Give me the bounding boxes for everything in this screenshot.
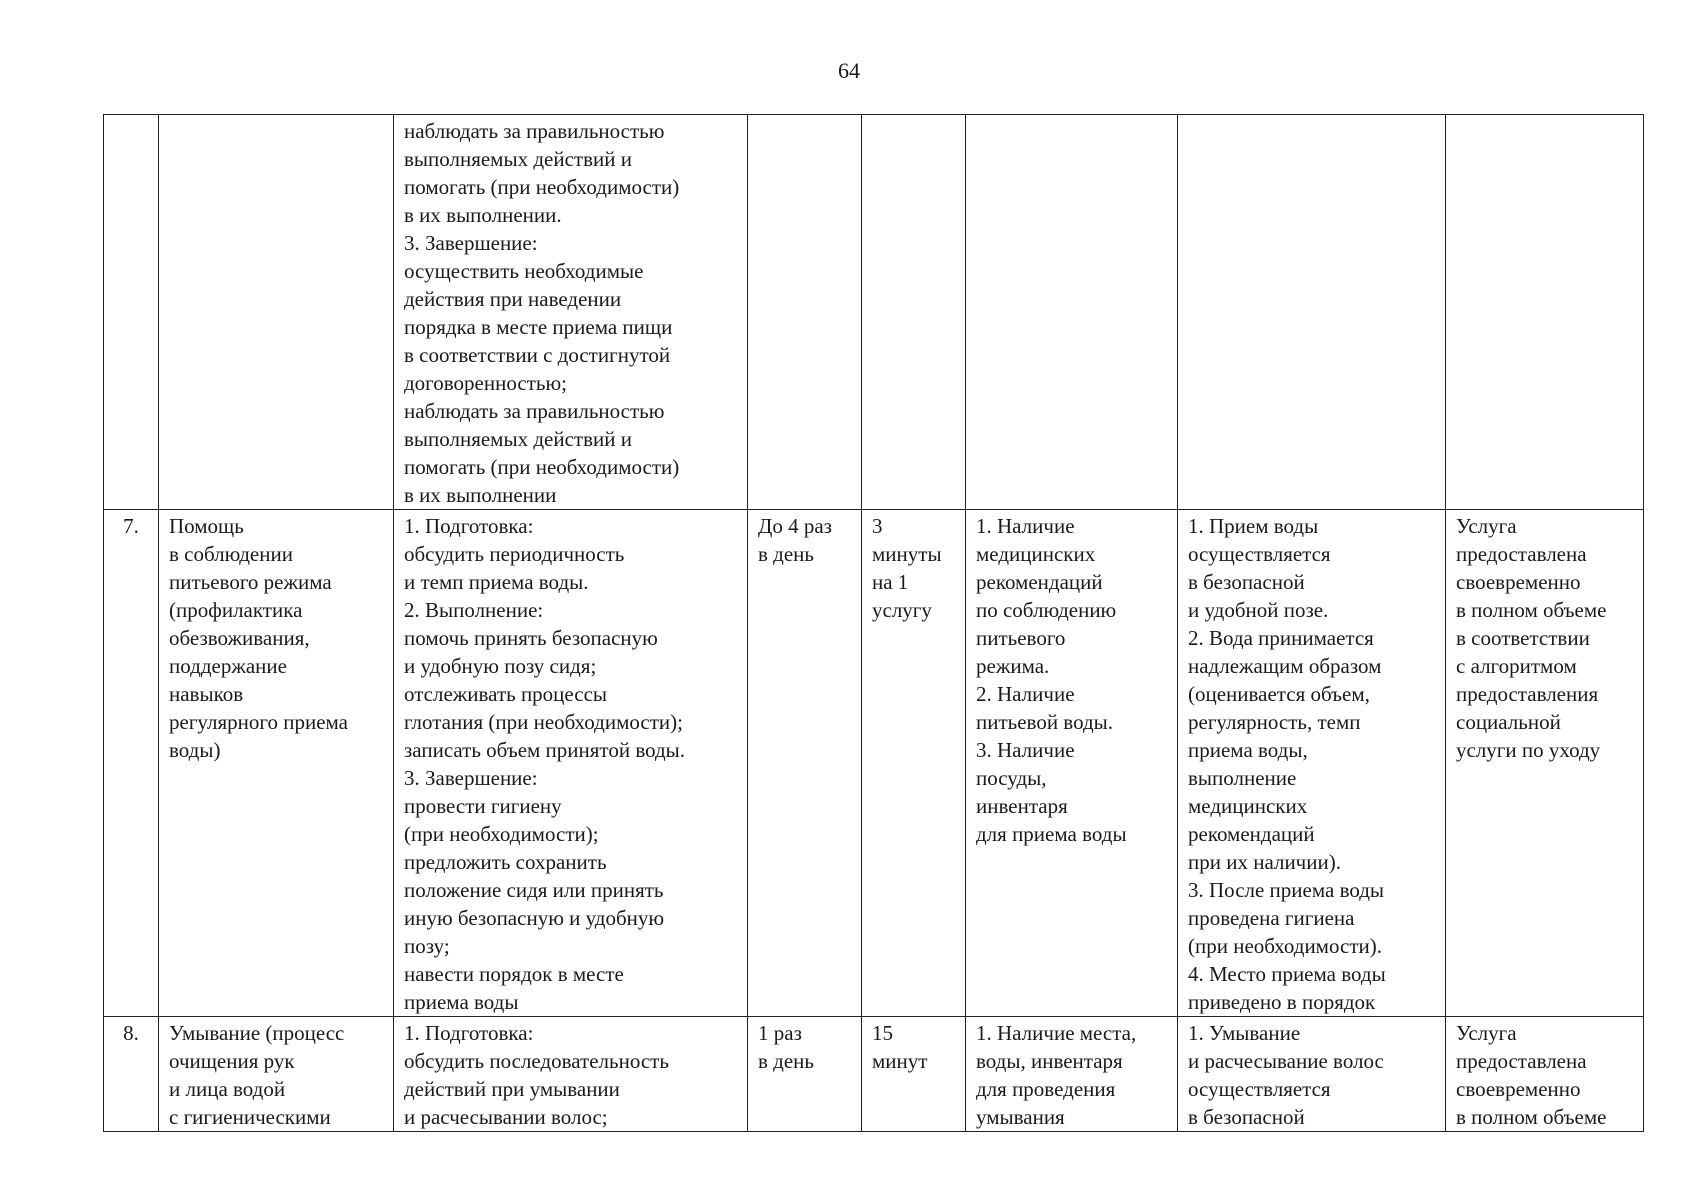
quality-cell: 1. Умывание и расчесывание волос осуществляется в безопасной [1178,1017,1446,1132]
table-row [104,510,1644,1017]
conditions-cell [966,115,1178,510]
row-number-cell: 7. [104,510,159,1017]
table-row [104,115,1644,510]
conditions-cell: 1. Наличие медицинских рекомендаций по соблюдению питьевого режима. 2. Наличие питьевой воды. 3. Наличие посуды, инвентаря для приема воды [966,510,1178,1017]
row-number-cell: 8. [104,1017,159,1132]
frequency-cell [748,115,862,510]
page-number: 64 [838,58,860,83]
result-cell [1446,115,1644,510]
duration-cell: 3 минуты на 1 услугу [862,510,966,1017]
table-row [104,1017,1644,1132]
procedure-cell: наблюдать за правильностью выполняемых действий и помогать (при необходимости) в их выполнении. 3. Завершение: осуществить необходимые действия при наведении порядка в месте приема пищи в соответствии с достигнутой договоренностью; наблюдать за правильностью выполняемых действий и помогать (при необходимости) в их выполнении [394,115,748,510]
duration-cell: 15 минут [862,1017,966,1132]
conditions-cell: 1. Наличие места, воды, инвентаря для проведения умывания [966,1017,1178,1132]
service-name-cell: Помощь в соблюдении питьевого режима (профилактика обезвоживания, поддержание навыков регулярного приема воды) [159,510,394,1017]
quality-cell: 1. Прием воды осуществляется в безопасной и удобной позе. 2. Вода принимается надлежащим образом (оценивается объем, регулярность, темп приема воды, выполнение медицинских рекомендаций при их наличии). 3. После приема воды проведена гигиена (при необходимости). 4. Место приема воды приведено в порядок [1178,510,1446,1017]
procedure-cell: 1. Подготовка: обсудить последовательность действий при умывании и расчесывании волос; [394,1017,748,1132]
frequency-cell: 1 раз в день [748,1017,862,1132]
result-cell: Услуга предоставлена своевременно в полном объеме в соответствии с алгоритмом предоставления социальной услуги по уходу [1446,510,1644,1017]
services-table [103,114,1644,1132]
procedure-cell: 1. Подготовка: обсудить периодичность и темп приема воды. 2. Выполнение: помочь принять безопасную и удобную позу сидя; отслеживать процессы глотания (при необходимости); записать объем принятой воды. 3. Завершение: провести гигиену (при необходимости); предложить сохранить положение сидя или принять иную безопасную и удобную позу; навести порядок в месте приема воды [394,510,748,1017]
duration-cell [862,115,966,510]
service-name-cell: Умывание (процесс очищения рук и лица водой с гигиеническими [159,1017,394,1132]
quality-cell [1178,115,1446,510]
result-cell: Услуга предоставлена своевременно в полном объеме [1446,1017,1644,1132]
frequency-cell: До 4 раз в день [748,510,862,1017]
service-name-cell [159,115,394,510]
row-number-cell [104,115,159,510]
